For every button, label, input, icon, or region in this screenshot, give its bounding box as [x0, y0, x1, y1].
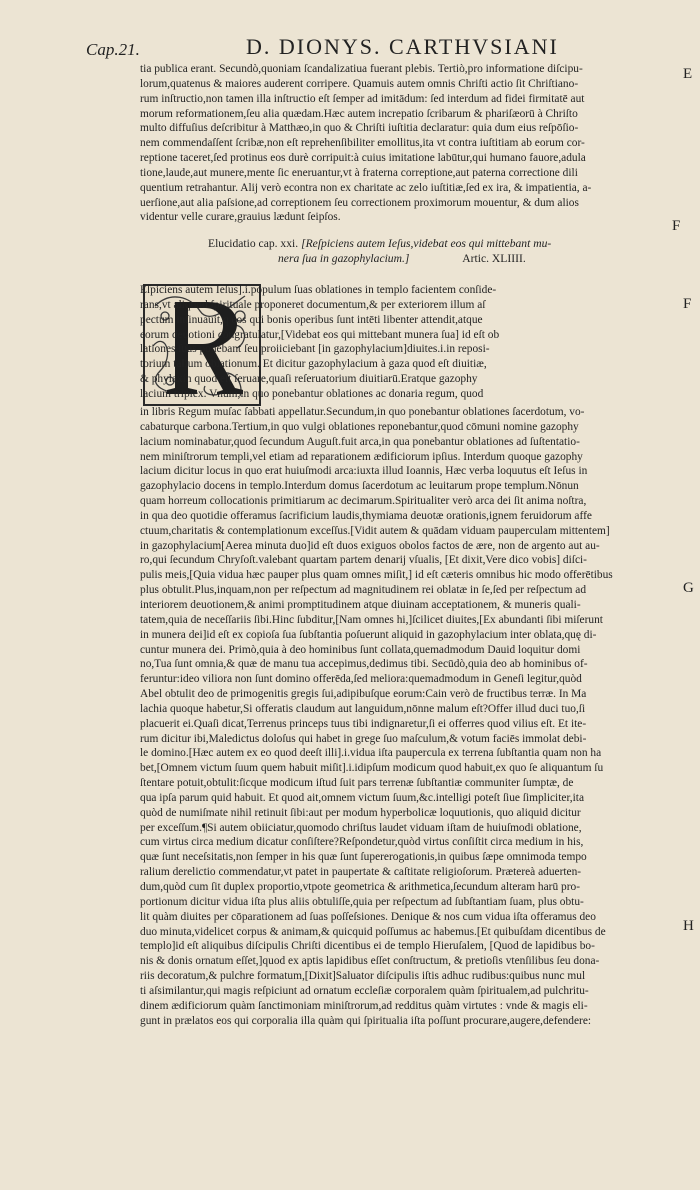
text-line: pulis meis,[Quia vidua hæc pauper plus quam omnes miſit,] id eſt cæteris omnibus hic modo offerētibus: [140, 569, 613, 582]
article-number: Artic. XLIIII.: [462, 252, 526, 265]
margin-letter-h: H: [683, 918, 694, 934]
text-line: feruntur:ideo viliora non ſunt domino offerēda,ſed meliora:quemadmodum in Geneſi legitur,quòd: [140, 673, 582, 686]
text-line: pectum inſinuauit,q eos qui bonis operibus ſunt intēti libenter attendit,atque: [140, 313, 483, 326]
scripture-reference: [Reſpiciens autem Ieſus,videbat eos qui mittebant mu-: [301, 237, 552, 250]
text-line: nem commendaſſent ſcribæ,non eſt reprehenſibiliter emollitus,ita vt contra iuſtitiam ab eorum cor-: [140, 137, 585, 150]
text-line: nis & donis ornatum eſſet,]quod ex aptis lapidibus eſſet conſtructum, & pretioſis vtenſilibus ſeu dona-: [140, 955, 600, 968]
text-line: in qua deo quotidie offeramus ſacrificium laudis,thymiama deuotæ orationis,ignem feruidorum affe: [140, 509, 592, 522]
text-line: morum reformationem,ſeu alia quædam.Hæc autem increpatio ſcribarum & phariſæorū à Chriſto: [140, 107, 578, 120]
text-line: templo]id eſt aliquibus diſcipulis Chriſti dicentibus ei de templo Hieruſalem, [Quod de lapidibus bo-: [140, 940, 595, 953]
margin-letter-g: G: [683, 580, 694, 596]
text-line: lacium triplex. Vnum,in quo ponebantur oblationes ac donaria regum, quod: [140, 387, 484, 400]
text-line: duo minuta,videlicet corpus & animam,& quicquid poſſumus ac habemus.[Et quibuſdam dicentibus de: [140, 925, 606, 938]
text-line: lachia quoque habetur,Si offeratis claudum aut languidum,nōnne malum eſt?Offer illud duci tuo,ſi: [140, 702, 586, 715]
text-line: quòd de numiſmate nihil retinuit ſibi:aut per modum hyperbolicæ loquutionis, quo aliquid dicitur: [140, 806, 581, 819]
commentary-opening: [140, 283, 678, 402]
text-line: cuntur munera dei. Primò,quia à deo hominibus ſunt collata,quemadmodum Dauid loquitur domi: [140, 643, 581, 656]
text-line: ralium derelictio commendatur,vt patet in paupertate & caſtitate religioſorum. Prætereà aduerten-: [140, 866, 582, 879]
text-line: le domino.[Hæc autem ex eo quod deeſt illi].i.vidua iſta paupercula ex terrena ſubſtantia quam non ha: [140, 747, 602, 760]
text-line: lationes ſuas ponebant ſeu proiiciebant [in gazophylacium]diuites.i.in reposi-: [140, 343, 490, 356]
text-line: riis decoratum,& pulchre formatum,[Dixit]Saluator diſcipulis iſtis adhuc rudibus:quibus nunc mul: [140, 970, 586, 983]
text-line: in munera dei]id eſt ex copioſa ſua ſubſtantia poſuerunt aliquid in gazophylacium inter oblata,quę di-: [140, 628, 597, 641]
text-line: plus obtulit.Plus,inquam,non per reſpectum ad magnitudinem rei oblatæ in ſe,ſed per reſpectum ad: [140, 584, 587, 597]
text-line: lacium nominabatur,quod ſecundum Auguſt.fuit arca,in qua ponebantur oblationes ad ſuſtentatio-: [140, 435, 580, 448]
scripture-reference-cont: nera ſua in gazophylacium.]: [278, 252, 410, 265]
text-line: per exceſſum.¶Si autem obiiciatur,quomodo chriſtus laudet viduam iſtam de huiuſmodi oblatione,: [140, 821, 582, 834]
text-line: tatem,quia de neceſſariis ſibi.Hinc ſubditur,[Nam omnes hi,]ſcilicet diuites,[Ex abundanti ſibi miſerunt: [140, 613, 603, 626]
margin-letter-f: F: [672, 218, 681, 234]
text-line: cabaturque carbona.Tertium,in quo vulgi oblationes reponebantur,quod cōmuni nomine gazophy: [140, 420, 579, 433]
text-line: videntur velle curare,grauius lædunt ſeipſos.: [140, 211, 341, 224]
text-line: in libris Regum muſac ſabbati appellatur.Secundum,in quo ponebantur oblationes ſacerdotum, vo-: [140, 406, 585, 418]
text-line: no,Tua ſunt omnia,& quæ de manu tua accepimus,dedimus tibi. Secūdò,quia deo ab hominibus of-: [140, 658, 588, 671]
text-line: lorum,quatenus & maiores auderent corripere. Quamuis autem omnis Chriſti actio ſit Chriſtiano-: [140, 77, 579, 90]
section-heading: [208, 236, 658, 266]
elucidatio-label: Elucidatio cap. xxi.: [208, 237, 299, 250]
text-line: tione,laude,aut munere,mente ſic eneruantur,vt à fraterna correptione,aut paterna correctione dili: [140, 166, 578, 179]
text-line: uerſione,aut alia paſsione,ad correptionem ſeu correctionem proximorum mouentur, & dum alios: [140, 196, 579, 209]
running-title: D. DIONYS. CARTHVSIANI: [246, 34, 559, 59]
text-line: dum,quòd cum ſit duplex proportio,vtpote geometrica & arithmetica,ſecundum alteram harū pro-: [140, 881, 580, 893]
margin-letter-e: E: [683, 66, 693, 82]
text-line: qua ipſa parum quid habuit. Et quod ait,omnem victum ſuum,&c.intelligi poteſt ſiue ſimpliciter,ita: [140, 791, 585, 804]
text-line: torium talium oblationum. Et dicitur gazophylacium à gaza quod eſt diuitiæ,: [140, 358, 487, 371]
text-line: Abel obtulit deo de primogenitis gregis ſui,adipibuſque eorum:Cain verò de fructibus terræ. In Ma: [140, 688, 587, 701]
text-line: in gazophylacium[Aerea minuta duo]id eſt duos exiguos obolos factos de ære, non de argento aut au-: [140, 539, 600, 552]
text-line: placuerit ei.Quaſi dicat,Terrenus princeps tuus tibi indignaretur,ſi ei offerres quod vilius eſt. Et ite-: [140, 717, 587, 730]
text-line: quam horreum collocationis primitiarum ac decimarum.Spiritualiter verò arca dei ſit anima noſtra,: [140, 495, 587, 508]
commentary-body: [140, 405, 678, 1028]
text-line: nem miniſtrorum templi,vel etiam ad reparationem ædificiorum ipſius. Interdum quoque gazophy: [140, 450, 583, 463]
chapter-label: Cap.21.: [86, 40, 140, 59]
text-line: cum virtus circa medium dicatur conſiſtere?Reſpondetur,quòd virtus conſiſtit circa medium in his,: [140, 836, 584, 849]
text-line: gunt in prælatos eos qui corporalia illa quàm qui ſpiritualia iſta poſſunt procurare,augere,defendere:: [140, 1014, 592, 1027]
paragraph-continuation: [140, 62, 678, 225]
text-line: portionum dicitur vidua iſta plus aliis obtuliſſe,quia per reſpectum ad ſubſtantiam ſuam, plus obtu-: [140, 895, 584, 908]
text-line: quæ ſunt neceſsitatis,non ſemper in his quæ ſunt ſupererogationis,in quibus ſæpe omnimoda tempo: [140, 851, 587, 864]
text-line: bet,[Omnem victum ſuum quem habuit miſit].i.idipſum modicum quod habuit,ex quo ſe aliquantum ſu: [140, 762, 604, 775]
text-line: quentium retrahantur. Alij verò econtra non ex charitate ac zelo iuſtitiæ,ſed ex ira, & impatientia, a-: [140, 181, 592, 194]
text-line: multo diffuſius deſcribitur à Matthæo,in quo & Chriſti iuſtitia declaratur: quia dum eius reſpōſio-: [140, 122, 579, 135]
text-line: & phylaxin quod eſt ſeruare,quaſi reſeruatorium diuitiarū.Eratque gazophy: [140, 373, 478, 386]
text-line: ro,qui ſecundum Chryſoſt.valebant quartam partem denarij vſualis, [Et dixit,Vere dico vobis] diſci-: [140, 554, 587, 567]
text-line: Eſpiciens autem Ieſus].i.populum ſuas oblationes in templo facientem conſide-: [140, 284, 497, 296]
text-line: tia publica erant. Secundò,quoniam ſcandalizatiua fuerant plebis. Tertiò,pro informatione diſcipu-: [140, 63, 583, 75]
text-line: rans,vt aliquod ſpirituale proponeret documentum,& per exteriorem illum aſ: [140, 298, 486, 311]
text-line: dinem ædificiorum quàm ſanctimoniam miniſtrorum,ad redditus quàm virtutes : vnde & magis eli-: [140, 999, 588, 1012]
text-line: rum dicitur ibi,Maledictus doloſus qui habet in grege ſuo maſculum,& votum faciēs immolat debi-: [140, 732, 587, 745]
margin-letter-f2: F: [683, 296, 692, 312]
text-line: eorum deuotioni congratulatur,[Videbat eos qui mittebant munera ſua] id eſt ob: [140, 328, 500, 341]
text-line: lacium dicitur locus in quo erat huiuſmodi arca:iuxta illud Ioannis, Hæc verba loquutus eſt Ieſus in: [140, 465, 588, 478]
text-line: gazophylacio docens in templo.Interdum domus ſacerdotum ac leuitarum prope templum.Nōnun: [140, 480, 579, 493]
text-line: ti aſsimilantur,qui magis reſpiciunt ad ornatum eccleſiæ corporalem quàm ſpiritualem,ad pulchritu-: [140, 984, 589, 997]
text-line: reptione taceret,ſed protinus eos durè corripuit:à cuius imitatione labūtur,qui humano fauore,adula: [140, 152, 586, 165]
text-line: ctuum,charitatis & contemplationum exceſſus.[Vidit autem & quādam viduam pauperculam mittentem]: [140, 524, 610, 537]
text-line: rum inſtructio,non tamen illa inſtructio eſt ſemper ad imitādum: ſed interdum ad fidei firmitatē aut: [140, 92, 585, 105]
text-line: lit quàm diuites per cōparationem ad ſuas poſſeſsiones. Denique & nos cum vidua iſta offeramus deo: [140, 910, 596, 923]
text-line: ſtentare potuit,obtulit:ſicque modicum iſtud ſuit pars terrenæ ſubſtantiæ communiter ſumptæ, de: [140, 777, 574, 790]
text-line: interiorem deuotionem,& animi promptitudinem atque diuinam acceptationem, & muneris quali-: [140, 598, 581, 611]
